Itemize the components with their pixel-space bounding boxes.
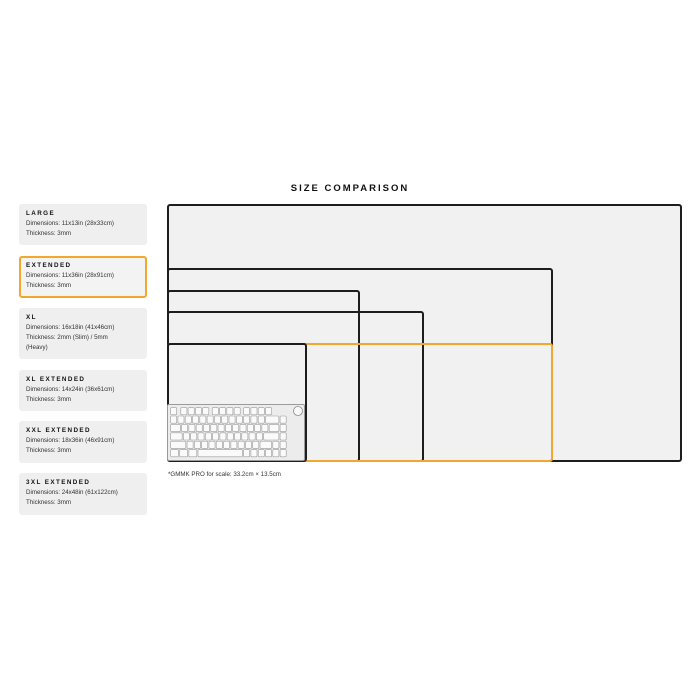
size-thickness-cont: (Heavy) bbox=[26, 344, 48, 351]
scale-footnote: *GMMK PRO for scale: 33.2cm × 13.5cm bbox=[168, 471, 281, 478]
keycap bbox=[258, 450, 264, 457]
keycap bbox=[180, 450, 188, 457]
volume-knob bbox=[294, 407, 303, 416]
keycap bbox=[266, 408, 272, 415]
keycap bbox=[207, 416, 213, 423]
keycap bbox=[233, 424, 239, 431]
keycap bbox=[171, 408, 177, 415]
keycap bbox=[251, 416, 257, 423]
keycap bbox=[258, 416, 264, 423]
size-option-xxl-extended[interactable] bbox=[19, 421, 147, 463]
size-option-xl[interactable] bbox=[19, 308, 147, 359]
size-name: LARGE bbox=[26, 210, 56, 217]
keycap bbox=[238, 441, 244, 448]
keycap bbox=[200, 416, 206, 423]
keycap bbox=[244, 408, 250, 415]
keycap bbox=[262, 424, 268, 431]
keycap bbox=[273, 441, 279, 448]
keycap bbox=[255, 424, 261, 431]
keycap bbox=[209, 441, 215, 448]
size-comparison-title: SIZE COMPARISON bbox=[290, 183, 410, 194]
size-dimensions: Dimensions: 18x36in (46x91cm) bbox=[26, 437, 115, 444]
keycap bbox=[213, 433, 219, 440]
size-name: 3XL EXTENDED bbox=[26, 479, 91, 486]
keycap bbox=[185, 416, 191, 423]
keycap bbox=[244, 450, 250, 457]
keycap bbox=[253, 441, 259, 448]
keycap bbox=[224, 441, 230, 448]
size-option-large[interactable] bbox=[19, 204, 147, 245]
keycap bbox=[280, 450, 286, 457]
keycap bbox=[234, 433, 240, 440]
keycap bbox=[212, 408, 218, 415]
size-thickness: Thickness: 3mm bbox=[26, 499, 72, 506]
keycap bbox=[171, 433, 183, 440]
keycap bbox=[280, 416, 286, 423]
keycap bbox=[178, 416, 184, 423]
keycap bbox=[198, 450, 242, 457]
keycap bbox=[227, 408, 233, 415]
keycap bbox=[216, 441, 222, 448]
size-name: EXTENDED bbox=[26, 262, 72, 269]
keycap bbox=[196, 424, 202, 431]
keycap bbox=[171, 450, 179, 457]
keycap bbox=[256, 433, 262, 440]
keycap bbox=[181, 408, 187, 415]
keycap bbox=[182, 424, 188, 431]
keycap bbox=[202, 441, 208, 448]
keycap bbox=[273, 450, 279, 457]
size-thickness: Thickness: 2mm (Slim) / 5mm bbox=[26, 334, 108, 341]
keycap bbox=[269, 424, 279, 431]
keycap bbox=[194, 441, 200, 448]
size-thickness: Thickness: 3mm bbox=[26, 396, 72, 403]
keycap bbox=[280, 424, 286, 431]
keycap bbox=[211, 424, 217, 431]
keycap bbox=[260, 441, 272, 448]
keycap bbox=[203, 424, 209, 431]
keycap bbox=[251, 450, 257, 457]
keycap bbox=[266, 450, 272, 457]
keycap bbox=[189, 450, 197, 457]
keyboard-illustration bbox=[167, 404, 305, 461]
size-dimensions: Dimensions: 11x36in (28x91cm) bbox=[26, 272, 114, 279]
keycap bbox=[231, 441, 237, 448]
keycap bbox=[247, 424, 253, 431]
keycap bbox=[188, 408, 194, 415]
keycap bbox=[251, 408, 257, 415]
keycap bbox=[214, 416, 220, 423]
size-name: XL bbox=[26, 314, 37, 321]
keycap bbox=[220, 408, 226, 415]
keycap bbox=[234, 408, 240, 415]
keycap bbox=[280, 441, 286, 448]
keycap bbox=[266, 416, 279, 423]
keycap bbox=[171, 441, 186, 448]
keycap bbox=[183, 433, 189, 440]
size-option-extended[interactable] bbox=[19, 256, 147, 298]
size-name: XL EXTENDED bbox=[26, 376, 86, 383]
keycap bbox=[244, 416, 250, 423]
keycap bbox=[240, 424, 246, 431]
keycap bbox=[245, 441, 251, 448]
size-option-xl-extended[interactable] bbox=[19, 370, 147, 411]
keycap bbox=[258, 408, 264, 415]
keycap bbox=[242, 433, 248, 440]
size-option-3xl-extended[interactable] bbox=[19, 473, 147, 515]
keycap bbox=[220, 433, 226, 440]
keycap bbox=[191, 433, 197, 440]
keycap bbox=[222, 416, 228, 423]
size-dimensions: Dimensions: 16x18in (41x46cm) bbox=[26, 324, 115, 331]
size-thickness: Thickness: 3mm bbox=[26, 230, 72, 237]
size-dimensions: Dimensions: 14x24in (36x61cm) bbox=[26, 386, 115, 393]
keycap bbox=[218, 424, 224, 431]
keycap bbox=[236, 416, 242, 423]
keycap bbox=[249, 433, 255, 440]
keycap bbox=[193, 416, 199, 423]
keycap bbox=[189, 424, 195, 431]
keycap bbox=[205, 433, 211, 440]
keycap bbox=[198, 433, 204, 440]
keycap bbox=[187, 441, 193, 448]
keycap bbox=[280, 433, 286, 440]
keyboard-keys bbox=[168, 405, 304, 460]
size-dimensions: Dimensions: 11x13in (28x33cm) bbox=[26, 220, 114, 227]
keycap bbox=[195, 408, 201, 415]
size-thickness: Thickness: 3mm bbox=[26, 282, 72, 289]
size-dimensions: Dimensions: 24x48in (61x122cm) bbox=[26, 489, 118, 496]
size-name: XXL EXTENDED bbox=[26, 427, 91, 434]
keycap bbox=[171, 416, 177, 423]
keycap bbox=[203, 408, 209, 415]
keycap bbox=[171, 424, 181, 431]
keycap bbox=[229, 416, 235, 423]
size-thickness: Thickness: 3mm bbox=[26, 447, 72, 454]
keycap bbox=[225, 424, 231, 431]
keycap bbox=[264, 433, 279, 440]
keycap bbox=[227, 433, 233, 440]
